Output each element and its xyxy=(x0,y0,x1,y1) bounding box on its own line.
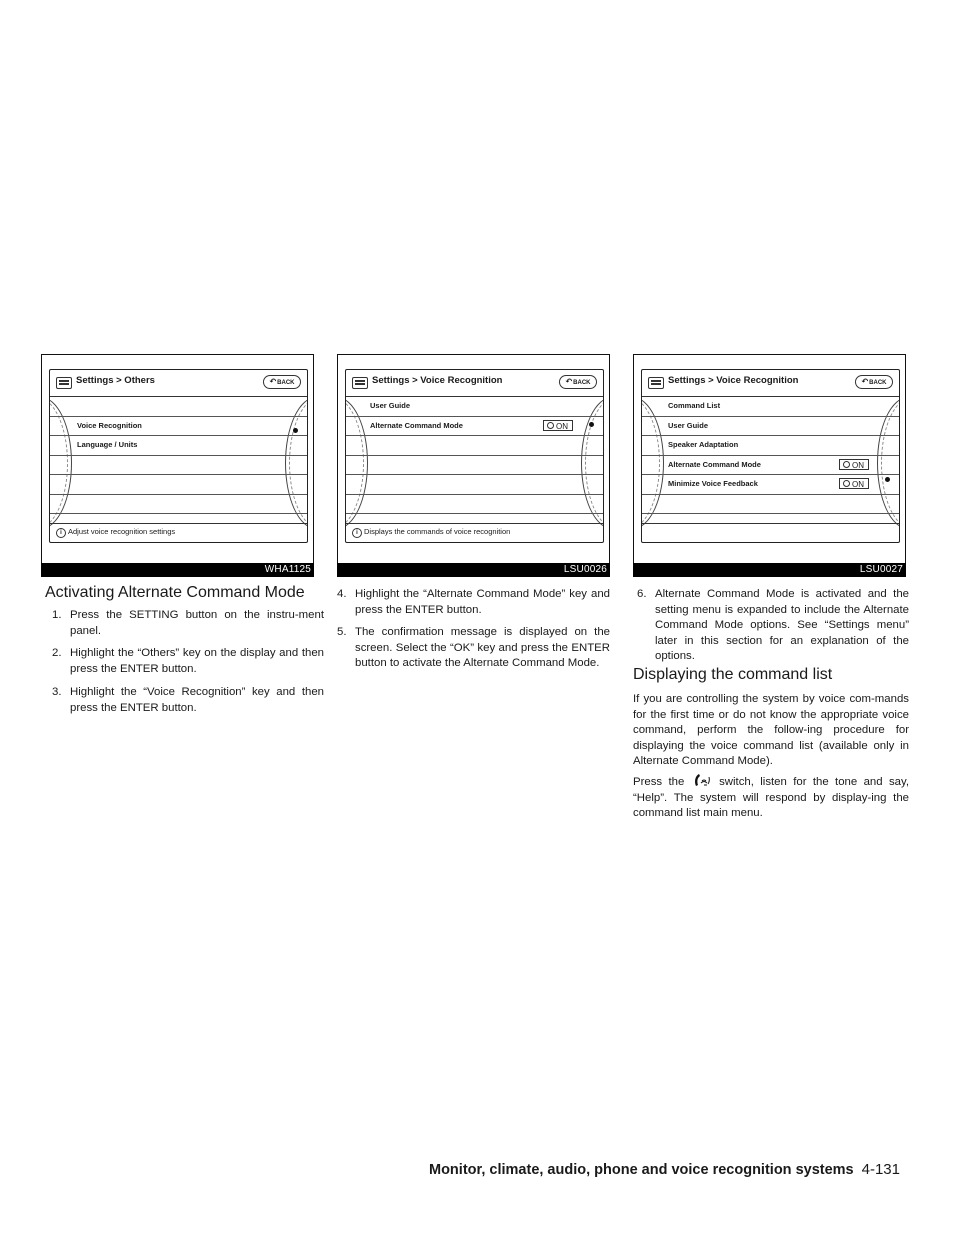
menu-icon xyxy=(56,377,72,389)
menu-row xyxy=(50,495,307,515)
menu-icon xyxy=(648,377,664,389)
figure-code: LSU0027 xyxy=(859,564,903,575)
menu-row xyxy=(346,456,603,476)
menu-row-command-list: Command List xyxy=(642,397,899,417)
step-4: 4. Highlight the “Alternate Command Mode” key and press the ENTER button. xyxy=(337,588,610,616)
figure-frame xyxy=(633,354,906,577)
info-icon: i xyxy=(352,528,362,538)
figure-code: WHA1125 xyxy=(264,564,311,575)
menu-row-user-guide: User Guide xyxy=(642,417,899,437)
nav-screen xyxy=(345,369,604,543)
back-button: ↶BACK xyxy=(263,375,301,389)
back-arrow-icon: ↶ xyxy=(269,377,277,386)
figure-voice-recognition-2 xyxy=(633,354,906,577)
status-bar xyxy=(642,523,899,542)
menu-list xyxy=(346,397,603,514)
on-indicator: ON xyxy=(839,459,869,470)
scroll-position-dot xyxy=(293,428,298,433)
back-arrow-icon: ↶ xyxy=(565,377,573,386)
menu-row xyxy=(346,475,603,495)
menu-row xyxy=(346,495,603,515)
step-1: 1. Press the SETTING button on the instru-ment panel. xyxy=(52,609,324,637)
menu-row-user-guide: User Guide xyxy=(346,397,603,417)
screen-header xyxy=(346,370,603,397)
figure-code: LSU0026 xyxy=(563,564,607,575)
menu-row-voice-recognition: Voice Recognition xyxy=(50,417,307,437)
menu-row xyxy=(642,495,899,515)
back-button: ↶BACK xyxy=(855,375,893,389)
step-2: 2. Highlight the “Others” key on the display and then press the ENTER button. xyxy=(52,647,324,675)
screen-title: Settings > Others xyxy=(76,375,155,386)
figure-frame xyxy=(337,354,610,577)
status-text: Displays the commands of voice recognition xyxy=(364,527,511,536)
menu-list xyxy=(642,397,899,514)
status-bar xyxy=(346,523,603,542)
menu-row xyxy=(50,397,307,417)
figure-voice-recognition-1 xyxy=(337,354,610,577)
screen-header xyxy=(50,370,307,397)
paragraph-command-list-intro: If you are controlling the system by voice com-mands for the first time or do not know the appropriate voice command, perform the follow-ing procedure for displaying the voice command list (available only in Alternate Command Mode). xyxy=(633,693,909,767)
page-number: 4-131 xyxy=(861,1161,900,1178)
page-footer xyxy=(429,1161,909,1178)
menu-list xyxy=(50,397,307,514)
menu-row-speaker-adaptation: Speaker Adaptation xyxy=(642,436,899,456)
step-5: 5. The confirmation message is displayed on the screen. Select the “OK” key and press the ENTER button to activate the Alternate Command Mode. xyxy=(337,626,610,669)
screen-title: Settings > Voice Recognition xyxy=(372,375,503,386)
menu-row xyxy=(50,475,307,495)
back-button: ↶BACK xyxy=(559,375,597,389)
info-icon: i xyxy=(56,528,66,538)
nav-screen xyxy=(641,369,900,543)
menu-icon xyxy=(352,377,368,389)
menu-row-language-units: Language / Units xyxy=(50,436,307,456)
nav-screen xyxy=(49,369,308,543)
figure-settings-others xyxy=(41,354,314,577)
figure-caption-bar xyxy=(337,563,610,577)
scroll-position-dot xyxy=(885,477,890,482)
scroll-position-dot xyxy=(589,422,594,427)
menu-row xyxy=(50,456,307,476)
screen-title: Settings > Voice Recognition xyxy=(668,375,799,386)
section-heading-command-list: Displaying the command list xyxy=(633,666,833,683)
menu-row-alternate-command-mode: Alternate Command Mode ON xyxy=(642,456,899,476)
screen-header xyxy=(642,370,899,397)
menu-row xyxy=(346,436,603,456)
section-heading-activating: Activating Alternate Command Mode xyxy=(45,584,305,601)
footer-chapter-title: Monitor, climate, audio, phone and voice recognition systems xyxy=(429,1162,854,1178)
figure-frame xyxy=(41,354,314,577)
back-arrow-icon: ↶ xyxy=(861,377,869,386)
menu-row-minimize-voice-feedback: Minimize Voice Feedback ON xyxy=(642,475,899,495)
on-indicator: ON xyxy=(543,420,573,431)
status-text: Adjust voice recognition settings xyxy=(68,527,176,536)
paragraph-press-switch: Press the switch, listen for the tone and say, “Help”. The system will respond by display-ing the command list main menu. xyxy=(633,772,909,822)
figure-caption-bar xyxy=(633,563,906,577)
step-3: 3. Highlight the “Voice Recognition” key and then press the ENTER button. xyxy=(52,686,324,714)
talk-switch-icon xyxy=(691,772,713,788)
figure-caption-bar xyxy=(41,563,314,577)
on-indicator: ON xyxy=(839,478,869,489)
menu-row-alternate-command-mode: Alternate Command Mode ON xyxy=(346,417,603,437)
status-bar xyxy=(50,523,307,542)
step-6: 6. Alternate Command Mode is activated and the setting menu is expanded to include the Alternate Command Mode options. See “Settings menu” later in this section for an explanation of the options. xyxy=(637,588,909,662)
